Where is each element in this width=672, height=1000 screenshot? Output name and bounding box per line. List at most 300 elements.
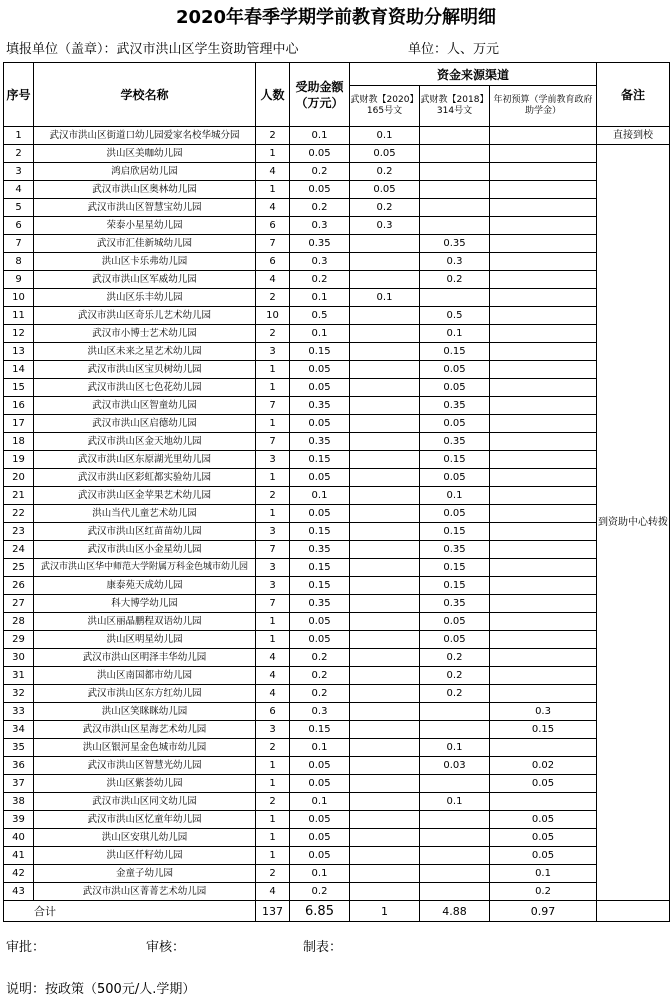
row-amount: 0.35 <box>290 541 350 559</box>
row-count: 1 <box>256 811 290 829</box>
total-source-2018-314: 4.88 <box>420 901 490 922</box>
row-source-budget: 0.02 <box>490 757 597 775</box>
row-seq: 29 <box>4 631 34 649</box>
table-row <box>4 847 670 865</box>
table-row <box>4 271 670 289</box>
row-source-2018-314: 0.2 <box>420 649 490 667</box>
row-source-budget <box>490 469 597 487</box>
row-amount: 0.05 <box>290 631 350 649</box>
row-amount: 0.3 <box>290 217 350 235</box>
row-source-2020-165 <box>350 865 420 883</box>
table-row <box>4 487 670 505</box>
row-source-2020-165: 0.1 <box>350 289 420 307</box>
row-source-2018-314 <box>420 181 490 199</box>
row-seq: 38 <box>4 793 34 811</box>
row-count: 6 <box>256 253 290 271</box>
row-source-budget: 0.1 <box>490 865 597 883</box>
row-remark-direct: 直接到校 <box>597 127 670 145</box>
row-count: 4 <box>256 649 290 667</box>
row-seq: 5 <box>4 199 34 217</box>
row-source-budget <box>490 397 597 415</box>
row-amount: 0.2 <box>290 163 350 181</box>
row-source-2020-165 <box>350 613 420 631</box>
row-source-2020-165 <box>350 667 420 685</box>
header-source-budget: 年初预算（学前教育政府助学金） <box>490 86 597 127</box>
row-source-2020-165 <box>350 811 420 829</box>
header-amount: 受助金额（万元） <box>290 63 350 127</box>
row-school-name: 武汉市洪山区红苗苗幼儿园 <box>34 523 256 541</box>
row-source-2018-314: 0.1 <box>420 487 490 505</box>
row-count: 3 <box>256 559 290 577</box>
row-source-2020-165 <box>350 559 420 577</box>
row-school-name: 洪山当代儿童艺术幼儿园 <box>34 505 256 523</box>
row-school-name: 武汉市汇佳新城幼儿园 <box>34 235 256 253</box>
row-source-budget: 0.05 <box>490 847 597 865</box>
total-source-2020-165: 1 <box>350 901 420 922</box>
row-count: 1 <box>256 505 290 523</box>
row-source-budget <box>490 793 597 811</box>
row-source-2020-165 <box>350 433 420 451</box>
row-source-2018-314: 0.05 <box>420 469 490 487</box>
row-school-name: 武汉市洪山区启德幼儿园 <box>34 415 256 433</box>
approve-label: 审批： <box>6 940 46 955</box>
row-source-budget <box>490 739 597 757</box>
row-source-2020-165 <box>350 685 420 703</box>
row-amount: 0.35 <box>290 433 350 451</box>
row-source-2018-314: 0.2 <box>420 667 490 685</box>
allocation-table <box>3 62 670 922</box>
row-school-name: 武汉市洪山区七色花幼儿园 <box>34 379 256 397</box>
table-row <box>4 739 670 757</box>
row-source-2018-314: 0.05 <box>420 379 490 397</box>
row-source-2018-314: 0.05 <box>420 631 490 649</box>
table-row <box>4 397 670 415</box>
row-remark-transfer: 到资助中心转拨 <box>597 145 670 901</box>
row-count: 2 <box>256 865 290 883</box>
row-amount: 0.05 <box>290 145 350 163</box>
row-school-name: 武汉市洪山区街道口幼儿园爱家名校华城分园 <box>34 127 256 145</box>
row-school-name: 武汉市洪山区东方红幼儿园 <box>34 685 256 703</box>
row-seq: 1 <box>4 127 34 145</box>
row-source-2018-314: 0.03 <box>420 757 490 775</box>
table-row <box>4 343 670 361</box>
row-count: 3 <box>256 721 290 739</box>
row-school-name: 金童子幼儿园 <box>34 865 256 883</box>
filler-unit-label: 填报单位（盖章）：武汉市洪山区学生资助管理中心 <box>6 42 299 57</box>
row-source-2020-165 <box>350 847 420 865</box>
row-source-2020-165 <box>350 775 420 793</box>
row-source-budget <box>490 595 597 613</box>
row-source-2020-165 <box>350 541 420 559</box>
row-source-2018-314: 0.05 <box>420 505 490 523</box>
row-source-2020-165 <box>350 721 420 739</box>
row-amount: 0.05 <box>290 847 350 865</box>
row-count: 1 <box>256 631 290 649</box>
row-school-name: 武汉市洪山区奇乐儿艺术幼儿园 <box>34 307 256 325</box>
row-source-2018-314 <box>420 865 490 883</box>
row-seq: 19 <box>4 451 34 469</box>
row-amount: 0.15 <box>290 523 350 541</box>
row-source-budget <box>490 487 597 505</box>
row-source-2020-165: 0.2 <box>350 199 420 217</box>
row-amount: 0.15 <box>290 343 350 361</box>
row-school-name: 武汉市洪山区东原湖光里幼儿园 <box>34 451 256 469</box>
table-row <box>4 505 670 523</box>
row-school-name: 武汉市洪山区智童幼儿园 <box>34 397 256 415</box>
row-count: 1 <box>256 145 290 163</box>
row-seq: 12 <box>4 325 34 343</box>
total-amount: 6.85 <box>290 901 350 922</box>
row-count: 3 <box>256 451 290 469</box>
table-row <box>4 649 670 667</box>
row-source-2020-165 <box>350 451 420 469</box>
row-source-2018-314: 0.3 <box>420 253 490 271</box>
row-source-budget <box>490 379 597 397</box>
row-amount: 0.1 <box>290 289 350 307</box>
row-source-budget <box>490 613 597 631</box>
row-source-budget <box>490 127 597 145</box>
row-amount: 0.2 <box>290 649 350 667</box>
table-row <box>4 433 670 451</box>
row-source-budget: 0.15 <box>490 721 597 739</box>
row-amount: 0.2 <box>290 685 350 703</box>
row-source-2020-165 <box>350 757 420 775</box>
table-row <box>4 757 670 775</box>
row-seq: 22 <box>4 505 34 523</box>
row-school-name: 武汉市洪山区星海艺术幼儿园 <box>34 721 256 739</box>
row-seq: 4 <box>4 181 34 199</box>
table-row <box>4 703 670 721</box>
table-row <box>4 415 670 433</box>
policy-note: 说明：按政策（500元/人.学期） <box>6 982 196 997</box>
row-count: 1 <box>256 829 290 847</box>
row-school-name: 武汉市洪山区华中师范大学附属万科金色城市幼儿园 <box>34 559 256 577</box>
row-source-2020-165 <box>350 415 420 433</box>
table-row <box>4 883 670 901</box>
table-row <box>4 631 670 649</box>
row-school-name: 科大博学幼儿园 <box>34 595 256 613</box>
row-count: 7 <box>256 397 290 415</box>
row-school-name: 洪山区笑眯眯幼儿园 <box>34 703 256 721</box>
row-source-budget <box>490 217 597 235</box>
row-school-name: 鸿启欣居幼儿园 <box>34 163 256 181</box>
table-row <box>4 721 670 739</box>
row-amount: 0.2 <box>290 199 350 217</box>
row-source-2020-165: 0.05 <box>350 181 420 199</box>
row-source-2020-165 <box>350 739 420 757</box>
review-label: 审核： <box>146 940 186 955</box>
table-row <box>4 667 670 685</box>
row-source-2018-314 <box>420 847 490 865</box>
row-amount: 0.1 <box>290 487 350 505</box>
row-source-2018-314 <box>420 217 490 235</box>
row-school-name: 武汉市小博士艺术幼儿园 <box>34 325 256 343</box>
table-row <box>4 253 670 271</box>
row-seq: 21 <box>4 487 34 505</box>
row-amount: 0.3 <box>290 253 350 271</box>
row-count: 2 <box>256 793 290 811</box>
row-seq: 3 <box>4 163 34 181</box>
row-school-name: 武汉市洪山区菁菁艺术幼儿园 <box>34 883 256 901</box>
row-source-2018-314: 0.1 <box>420 325 490 343</box>
row-count: 1 <box>256 379 290 397</box>
row-count: 7 <box>256 595 290 613</box>
row-source-budget <box>490 541 597 559</box>
row-source-2018-314: 0.1 <box>420 793 490 811</box>
row-source-2020-165 <box>350 271 420 289</box>
row-school-name: 武汉市洪山区智慧光幼儿园 <box>34 757 256 775</box>
row-count: 4 <box>256 667 290 685</box>
header-source-2020-165: 武财教【2020】165号文 <box>350 86 420 127</box>
row-count: 4 <box>256 163 290 181</box>
row-seq: 41 <box>4 847 34 865</box>
row-amount: 0.05 <box>290 757 350 775</box>
row-source-2018-314: 0.05 <box>420 415 490 433</box>
row-seq: 24 <box>4 541 34 559</box>
row-seq: 32 <box>4 685 34 703</box>
row-source-2018-314 <box>420 721 490 739</box>
table-row <box>4 181 670 199</box>
row-amount: 0.1 <box>290 127 350 145</box>
row-source-budget <box>490 199 597 217</box>
row-count: 2 <box>256 487 290 505</box>
row-count: 3 <box>256 343 290 361</box>
row-source-2018-314 <box>420 775 490 793</box>
total-label: 合计 <box>4 901 256 922</box>
row-school-name: 洪山区仟籽幼儿园 <box>34 847 256 865</box>
table-row <box>4 289 670 307</box>
row-source-2018-314: 0.35 <box>420 541 490 559</box>
table-row <box>4 811 670 829</box>
row-amount: 0.2 <box>290 883 350 901</box>
row-seq: 35 <box>4 739 34 757</box>
row-seq: 27 <box>4 595 34 613</box>
total-count: 137 <box>256 901 290 922</box>
row-source-budget <box>490 415 597 433</box>
row-source-2020-165 <box>350 253 420 271</box>
row-seq: 23 <box>4 523 34 541</box>
row-source-budget <box>490 235 597 253</box>
row-source-2020-165 <box>350 703 420 721</box>
row-school-name: 武汉市洪山区军威幼儿园 <box>34 271 256 289</box>
row-seq: 11 <box>4 307 34 325</box>
table-row <box>4 451 670 469</box>
row-source-2020-165 <box>350 649 420 667</box>
total-row <box>4 901 670 922</box>
row-source-2020-165 <box>350 883 420 901</box>
row-source-2020-165 <box>350 523 420 541</box>
row-amount: 0.05 <box>290 469 350 487</box>
row-school-name: 武汉市洪山区小金星幼儿园 <box>34 541 256 559</box>
table-row <box>4 217 670 235</box>
row-amount: 0.3 <box>290 703 350 721</box>
row-source-2018-314: 0.2 <box>420 271 490 289</box>
row-seq: 25 <box>4 559 34 577</box>
row-source-budget <box>490 307 597 325</box>
row-school-name: 武汉市洪山区金天地幼儿园 <box>34 433 256 451</box>
row-source-budget <box>490 325 597 343</box>
row-school-name: 武汉市洪山区奥林幼儿园 <box>34 181 256 199</box>
row-source-2018-314 <box>420 127 490 145</box>
row-school-name: 洪山区丽晶鹏程双语幼儿园 <box>34 613 256 631</box>
row-school-name: 武汉市洪山区宝贝树幼儿园 <box>34 361 256 379</box>
row-seq: 42 <box>4 865 34 883</box>
row-count: 1 <box>256 757 290 775</box>
row-source-2018-314: 0.05 <box>420 361 490 379</box>
header-remark: 备注 <box>597 63 670 127</box>
row-seq: 40 <box>4 829 34 847</box>
row-count: 1 <box>256 415 290 433</box>
row-source-2018-314 <box>420 811 490 829</box>
header-source-2018-314: 武财教【2018】314号文 <box>420 86 490 127</box>
row-source-budget <box>490 433 597 451</box>
row-seq: 28 <box>4 613 34 631</box>
row-source-2018-314: 0.35 <box>420 595 490 613</box>
row-source-2020-165: 0.2 <box>350 163 420 181</box>
row-source-2018-314 <box>420 289 490 307</box>
unit-label: 单位：人、万元 <box>408 42 500 57</box>
row-amount: 0.2 <box>290 271 350 289</box>
table-row <box>4 523 670 541</box>
row-seq: 10 <box>4 289 34 307</box>
header-school: 学校名称 <box>34 63 256 127</box>
row-seq: 34 <box>4 721 34 739</box>
row-source-2018-314 <box>420 829 490 847</box>
table-row <box>4 775 670 793</box>
row-seq: 14 <box>4 361 34 379</box>
row-count: 1 <box>256 181 290 199</box>
row-source-2018-314: 0.15 <box>420 559 490 577</box>
row-source-2018-314: 0.05 <box>420 613 490 631</box>
row-count: 2 <box>256 289 290 307</box>
row-count: 7 <box>256 235 290 253</box>
table-row <box>4 145 670 163</box>
row-amount: 0.1 <box>290 865 350 883</box>
row-source-2020-165 <box>350 487 420 505</box>
row-count: 2 <box>256 739 290 757</box>
header-seq: 序号 <box>4 63 34 127</box>
table-row <box>4 595 670 613</box>
table-row <box>4 469 670 487</box>
row-count: 1 <box>256 847 290 865</box>
row-amount: 0.15 <box>290 577 350 595</box>
row-seq: 18 <box>4 433 34 451</box>
row-seq: 20 <box>4 469 34 487</box>
row-amount: 0.05 <box>290 505 350 523</box>
row-source-budget: 0.05 <box>490 811 597 829</box>
row-school-name: 武汉市洪山区金苹果艺术幼儿园 <box>34 487 256 505</box>
row-source-2020-165 <box>350 361 420 379</box>
table-row <box>4 541 670 559</box>
row-source-2020-165 <box>350 577 420 595</box>
row-count: 2 <box>256 127 290 145</box>
prepare-label: 制表： <box>303 940 343 955</box>
table-body <box>4 127 670 922</box>
row-amount: 0.05 <box>290 775 350 793</box>
row-amount: 0.15 <box>290 451 350 469</box>
row-school-name: 武汉市洪山区彩虹都实验幼儿园 <box>34 469 256 487</box>
row-count: 6 <box>256 703 290 721</box>
row-source-budget <box>490 145 597 163</box>
table-row <box>4 577 670 595</box>
row-source-budget <box>490 343 597 361</box>
row-source-2018-314: 0.35 <box>420 433 490 451</box>
row-count: 4 <box>256 883 290 901</box>
row-source-2018-314 <box>420 163 490 181</box>
row-school-name: 洪山区明星幼儿园 <box>34 631 256 649</box>
row-amount: 0.1 <box>290 739 350 757</box>
row-school-name: 荣泰小星星幼儿园 <box>34 217 256 235</box>
total-source-budget: 0.97 <box>490 901 597 922</box>
row-count: 3 <box>256 523 290 541</box>
row-source-budget <box>490 451 597 469</box>
row-school-name: 武汉市洪山区同文幼儿园 <box>34 793 256 811</box>
row-seq: 43 <box>4 883 34 901</box>
row-source-2020-165 <box>350 793 420 811</box>
row-source-2020-165 <box>350 505 420 523</box>
row-source-2020-165: 0.05 <box>350 145 420 163</box>
row-source-2018-314: 0.15 <box>420 451 490 469</box>
row-source-2018-314: 0.5 <box>420 307 490 325</box>
row-school-name: 洪山区美咖幼儿园 <box>34 145 256 163</box>
table-row <box>4 379 670 397</box>
table-row <box>4 559 670 577</box>
table-row <box>4 199 670 217</box>
row-school-name: 洪山区未来之星艺术幼儿园 <box>34 343 256 361</box>
row-school-name: 洪山区银河星金色城市幼儿园 <box>34 739 256 757</box>
row-seq: 2 <box>4 145 34 163</box>
row-seq: 39 <box>4 811 34 829</box>
row-seq: 26 <box>4 577 34 595</box>
row-school-name: 武汉市洪山区智慧宝幼儿园 <box>34 199 256 217</box>
row-source-budget <box>490 667 597 685</box>
row-source-2018-314: 0.15 <box>420 343 490 361</box>
row-seq: 33 <box>4 703 34 721</box>
row-amount: 0.05 <box>290 379 350 397</box>
row-seq: 31 <box>4 667 34 685</box>
row-source-budget <box>490 289 597 307</box>
row-source-2020-165: 0.3 <box>350 217 420 235</box>
row-source-2020-165 <box>350 595 420 613</box>
row-source-2020-165 <box>350 397 420 415</box>
row-amount: 0.05 <box>290 829 350 847</box>
row-source-budget <box>490 181 597 199</box>
row-seq: 15 <box>4 379 34 397</box>
row-source-2018-314: 0.15 <box>420 577 490 595</box>
row-source-2018-314: 0.35 <box>420 235 490 253</box>
row-seq: 8 <box>4 253 34 271</box>
table-row <box>4 793 670 811</box>
row-count: 1 <box>256 469 290 487</box>
row-source-budget <box>490 649 597 667</box>
row-count: 6 <box>256 217 290 235</box>
table-row <box>4 325 670 343</box>
row-source-budget <box>490 523 597 541</box>
row-source-2020-165 <box>350 469 420 487</box>
row-amount: 0.05 <box>290 361 350 379</box>
row-source-budget: 0.2 <box>490 883 597 901</box>
row-count: 1 <box>256 613 290 631</box>
row-seq: 30 <box>4 649 34 667</box>
row-source-budget <box>490 163 597 181</box>
row-source-2018-314 <box>420 703 490 721</box>
row-source-2020-165: 0.1 <box>350 127 420 145</box>
row-school-name: 武汉市洪山区明泽丰华幼儿园 <box>34 649 256 667</box>
row-seq: 6 <box>4 217 34 235</box>
row-seq: 7 <box>4 235 34 253</box>
row-source-budget: 0.05 <box>490 775 597 793</box>
row-count: 10 <box>256 307 290 325</box>
